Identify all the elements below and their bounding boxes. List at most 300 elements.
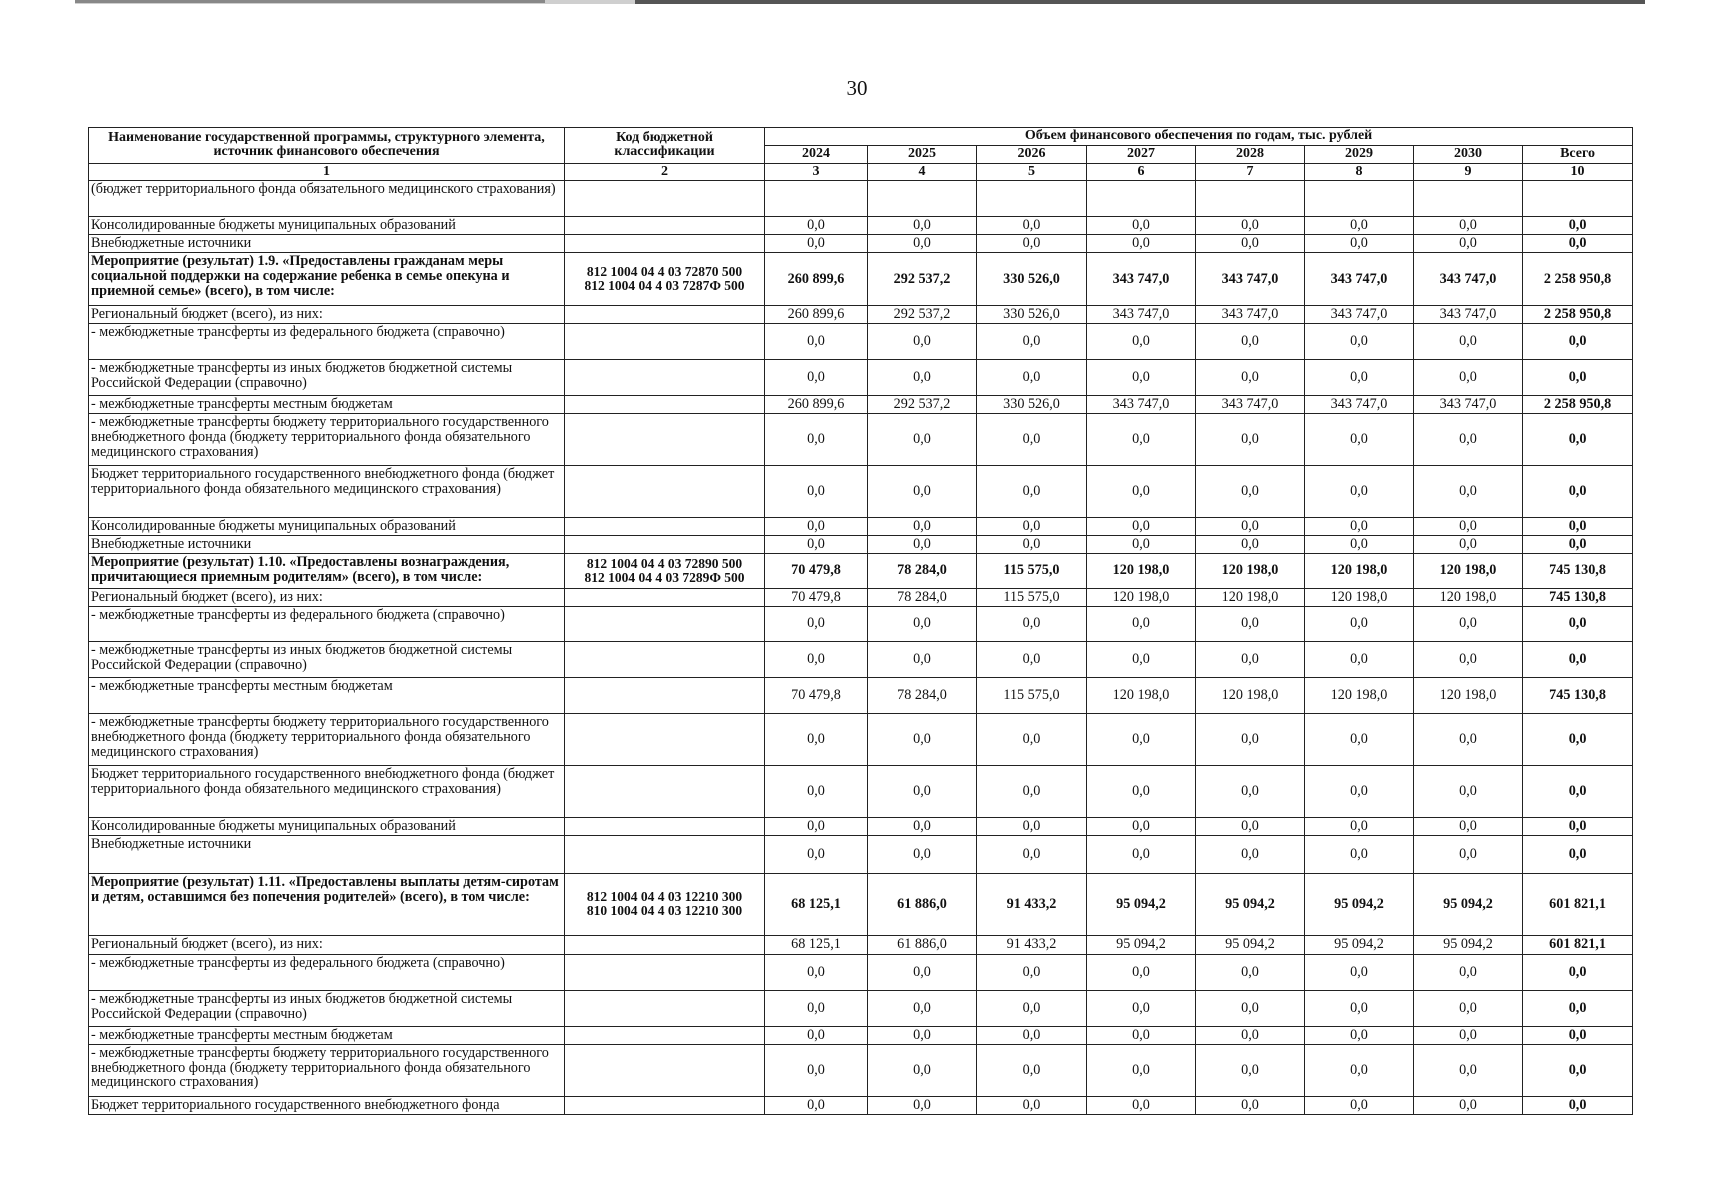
row-value-2024: 0,0 (765, 990, 868, 1026)
row-value-2026: 0,0 (977, 536, 1087, 554)
header-code: Код бюджетной классификации (565, 128, 765, 164)
row-value-2027: 0,0 (1087, 765, 1196, 817)
row-value-2025: 0,0 (868, 713, 977, 765)
row-value-2027: 120 198,0 (1087, 677, 1196, 713)
row-value-2028: 0,0 (1196, 765, 1305, 817)
row-budget-code (565, 217, 765, 235)
row-value-2027: 343 747,0 (1087, 396, 1196, 414)
budget-code-line: 812 1004 04 4 03 7289Ф 500 (584, 569, 745, 585)
row-value-2027: 120 198,0 (1087, 553, 1196, 588)
row-value-2030: 0,0 (1414, 835, 1523, 873)
row-value-2025: 78 284,0 (868, 677, 977, 713)
table-row (89, 817, 1633, 835)
row-value-2028: 0,0 (1196, 536, 1305, 554)
row-value-2025: 61 886,0 (868, 935, 977, 954)
row-budget-code (565, 536, 765, 554)
row-value-2029: 343 747,0 (1305, 306, 1414, 324)
row-value-2029: 0,0 (1305, 235, 1414, 253)
row-name: - межбюджетные трансферты бюджету территориального государственного внебюджетного фонда (бюджету территориального фонда обязательного медицинского страхования) (89, 713, 565, 765)
header-year: 2029 (1305, 146, 1414, 164)
row-total: 0,0 (1523, 466, 1633, 518)
row-value-2028: 95 094,2 (1196, 873, 1305, 935)
row-value-2027: 120 198,0 (1087, 588, 1196, 606)
row-budget-code (565, 518, 765, 536)
row-value-2024: 0,0 (765, 641, 868, 677)
row-value-2024: 0,0 (765, 1096, 868, 1114)
row-name: - межбюджетные трансферты бюджету территориального государственного внебюджетного фонда (бюджету территориального фонда обязательного медицинского страхования) (89, 1044, 565, 1096)
row-value-2026: 0,0 (977, 765, 1087, 817)
row-value-2025: 0,0 (868, 1096, 977, 1114)
row-name: Бюджет территориального государственного внебюджетного фонда (бюджет территориального фонда обязательного медицинского страхования) (89, 765, 565, 817)
row-value-2024: 0,0 (765, 518, 868, 536)
row-value-2025: 0,0 (868, 360, 977, 396)
row-name: (бюджет территориального фонда обязательного медицинского страхования) (89, 181, 565, 217)
table-row (89, 935, 1633, 954)
row-name: - межбюджетные трансферты местным бюджетам (89, 396, 565, 414)
row-total (1523, 181, 1633, 217)
row-value-2029: 120 198,0 (1305, 553, 1414, 588)
row-value-2030: 0,0 (1414, 1026, 1523, 1044)
row-value-2030: 0,0 (1414, 414, 1523, 466)
row-name: Внебюджетные источники (89, 235, 565, 253)
row-value-2026: 115 575,0 (977, 553, 1087, 588)
row-value-2030 (1414, 181, 1523, 217)
row-value-2025: 0,0 (868, 1044, 977, 1096)
row-value-2024: 0,0 (765, 536, 868, 554)
row-value-2029: 120 198,0 (1305, 588, 1414, 606)
row-value-2030: 0,0 (1414, 518, 1523, 536)
header-year: Всего (1523, 146, 1633, 164)
row-value-2025: 0,0 (868, 518, 977, 536)
row-name: Региональный бюджет (всего), из них: (89, 935, 565, 954)
row-value-2026: 0,0 (977, 713, 1087, 765)
row-total: 0,0 (1523, 1044, 1633, 1096)
row-total: 0,0 (1523, 606, 1633, 641)
row-name: Мероприятие (результат) 1.9. «Предоставлены гражданам меры социальной поддержки на содержание ребенка в семье опекуна и приемной семье» (всего), в том числе: (89, 253, 565, 306)
row-budget-code (565, 1044, 765, 1096)
row-value-2026: 0,0 (977, 641, 1087, 677)
row-value-2029: 0,0 (1305, 835, 1414, 873)
row-value-2028: 0,0 (1196, 713, 1305, 765)
header-name: Наименование государственной программы, структурного элемента, источник финансового обеспечения (89, 128, 565, 164)
row-value-2029: 95 094,2 (1305, 873, 1414, 935)
row-value-2029 (1305, 181, 1414, 217)
header-year: 2028 (1196, 146, 1305, 164)
row-value-2028: 0,0 (1196, 606, 1305, 641)
budget-code-line: 812 1004 04 4 03 7287Ф 500 (584, 278, 745, 294)
row-value-2025: 0,0 (868, 835, 977, 873)
row-value-2028: 0,0 (1196, 835, 1305, 873)
row-value-2024 (765, 181, 868, 217)
activity-row (89, 553, 1633, 588)
table-row (89, 990, 1633, 1026)
header-year: 2025 (868, 146, 977, 164)
row-budget-code (565, 324, 765, 360)
row-value-2025: 292 537,2 (868, 396, 977, 414)
header-column-number: 3 (765, 163, 868, 181)
row-total: 601 821,1 (1523, 935, 1633, 954)
row-value-2028: 0,0 (1196, 466, 1305, 518)
row-value-2026: 0,0 (977, 954, 1087, 990)
row-value-2027: 0,0 (1087, 835, 1196, 873)
table-row (89, 588, 1633, 606)
row-value-2028: 0,0 (1196, 360, 1305, 396)
row-value-2028: 0,0 (1196, 324, 1305, 360)
row-total: 0,0 (1523, 765, 1633, 817)
row-budget-code (565, 414, 765, 466)
row-value-2029: 0,0 (1305, 536, 1414, 554)
row-value-2029: 0,0 (1305, 954, 1414, 990)
row-value-2026: 330 526,0 (977, 306, 1087, 324)
row-value-2025: 0,0 (868, 466, 977, 518)
row-budget-code (565, 235, 765, 253)
row-value-2024: 260 899,6 (765, 253, 868, 306)
row-value-2029: 0,0 (1305, 466, 1414, 518)
row-budget-code (565, 1026, 765, 1044)
row-value-2024: 0,0 (765, 606, 868, 641)
row-value-2025: 0,0 (868, 324, 977, 360)
row-value-2026: 91 433,2 (977, 873, 1087, 935)
row-total: 0,0 (1523, 954, 1633, 990)
row-total: 0,0 (1523, 641, 1633, 677)
row-value-2026: 0,0 (977, 990, 1087, 1026)
row-value-2027: 0,0 (1087, 641, 1196, 677)
row-value-2027: 0,0 (1087, 1096, 1196, 1114)
row-value-2027: 95 094,2 (1087, 873, 1196, 935)
row-value-2027: 0,0 (1087, 1026, 1196, 1044)
table-row (89, 536, 1633, 554)
row-value-2030: 120 198,0 (1414, 677, 1523, 713)
row-total: 601 821,1 (1523, 873, 1633, 935)
row-value-2028: 0,0 (1196, 817, 1305, 835)
row-budget-code (565, 588, 765, 606)
row-name: - межбюджетные трансферты из федерального бюджета (справочно) (89, 606, 565, 641)
row-value-2026: 330 526,0 (977, 396, 1087, 414)
row-value-2029: 95 094,2 (1305, 935, 1414, 954)
row-value-2024: 260 899,6 (765, 396, 868, 414)
row-value-2024: 0,0 (765, 235, 868, 253)
table-row (89, 606, 1633, 641)
table-row (89, 641, 1633, 677)
row-value-2024: 0,0 (765, 954, 868, 990)
row-value-2024: 0,0 (765, 765, 868, 817)
budget-code-line: 810 1004 04 4 03 12210 300 (586, 903, 743, 919)
row-value-2026: 0,0 (977, 414, 1087, 466)
row-value-2024: 0,0 (765, 414, 868, 466)
table-row (89, 954, 1633, 990)
row-name: Бюджет территориального государственного внебюджетного фонда (89, 1096, 565, 1114)
row-name: - межбюджетные трансферты из иных бюджетов бюджетной системы Российской Федерации (справочно) (89, 990, 565, 1026)
row-value-2027 (1087, 181, 1196, 217)
row-name: - межбюджетные трансферты из федерального бюджета (справочно) (89, 324, 565, 360)
row-value-2025: 0,0 (868, 641, 977, 677)
row-total: 0,0 (1523, 990, 1633, 1026)
row-name: - межбюджетные трансферты из иных бюджетов бюджетной системы Российской Федерации (справочно) (89, 641, 565, 677)
row-name: Консолидированные бюджеты муниципальных образований (89, 217, 565, 235)
row-value-2028: 0,0 (1196, 1096, 1305, 1114)
row-name: Мероприятие (результат) 1.10. «Предоставлены вознаграждения, причитающиеся приемным родителям» (всего), в том числе: (89, 553, 565, 588)
row-value-2026: 0,0 (977, 466, 1087, 518)
row-value-2027: 0,0 (1087, 817, 1196, 835)
row-value-2025: 0,0 (868, 954, 977, 990)
row-value-2025: 0,0 (868, 217, 977, 235)
row-value-2028: 120 198,0 (1196, 677, 1305, 713)
row-value-2029: 0,0 (1305, 518, 1414, 536)
row-value-2025: 0,0 (868, 606, 977, 641)
row-total: 0,0 (1523, 817, 1633, 835)
row-value-2027: 0,0 (1087, 235, 1196, 253)
header-column-number: 9 (1414, 163, 1523, 181)
row-value-2028: 95 094,2 (1196, 935, 1305, 954)
table-row (89, 396, 1633, 414)
row-value-2027: 0,0 (1087, 518, 1196, 536)
activity-row (89, 873, 1633, 935)
row-budget-code (565, 1096, 765, 1114)
row-value-2029: 0,0 (1305, 641, 1414, 677)
row-value-2027: 0,0 (1087, 414, 1196, 466)
row-budget-code (565, 713, 765, 765)
header-year: 2024 (765, 146, 868, 164)
row-value-2029: 120 198,0 (1305, 677, 1414, 713)
table-row (89, 235, 1633, 253)
row-value-2027: 0,0 (1087, 1044, 1196, 1096)
row-budget-code (565, 765, 765, 817)
row-value-2027: 0,0 (1087, 466, 1196, 518)
row-value-2030: 0,0 (1414, 817, 1523, 835)
page-number: 30 (846, 76, 868, 100)
row-value-2029: 343 747,0 (1305, 253, 1414, 306)
row-value-2024: 260 899,6 (765, 306, 868, 324)
table-row (89, 1096, 1633, 1114)
row-value-2026: 0,0 (977, 324, 1087, 360)
row-budget-code (565, 935, 765, 954)
row-value-2030: 0,0 (1414, 217, 1523, 235)
row-value-2025: 78 284,0 (868, 588, 977, 606)
row-value-2029: 0,0 (1305, 990, 1414, 1026)
row-value-2025 (868, 181, 977, 217)
budget-code-line: 812 1004 04 4 03 72870 500 (586, 264, 743, 280)
row-value-2030: 0,0 (1414, 765, 1523, 817)
table-row (89, 324, 1633, 360)
row-value-2030: 0,0 (1414, 1044, 1523, 1096)
row-value-2025: 0,0 (868, 765, 977, 817)
row-value-2026: 0,0 (977, 606, 1087, 641)
row-name: - межбюджетные трансферты местным бюджетам (89, 1026, 565, 1044)
row-value-2027: 0,0 (1087, 536, 1196, 554)
row-value-2025: 0,0 (868, 990, 977, 1026)
row-value-2029: 0,0 (1305, 1044, 1414, 1096)
row-budget-code (565, 954, 765, 990)
row-value-2027: 343 747,0 (1087, 253, 1196, 306)
row-value-2024: 0,0 (765, 466, 868, 518)
row-total: 745 130,8 (1523, 588, 1633, 606)
row-budget-code (565, 677, 765, 713)
row-value-2024: 70 479,8 (765, 588, 868, 606)
header-column-number: 1 (89, 163, 565, 181)
table-row (89, 306, 1633, 324)
row-value-2024: 0,0 (765, 713, 868, 765)
row-value-2026: 0,0 (977, 1044, 1087, 1096)
row-value-2030: 0,0 (1414, 466, 1523, 518)
row-total: 745 130,8 (1523, 553, 1633, 588)
table-row (89, 835, 1633, 873)
table-row (89, 466, 1633, 518)
row-value-2024: 0,0 (765, 324, 868, 360)
row-value-2024: 70 479,8 (765, 553, 868, 588)
header-year: 2026 (977, 146, 1087, 164)
row-total: 0,0 (1523, 360, 1633, 396)
row-value-2030: 0,0 (1414, 990, 1523, 1026)
row-value-2025: 292 537,2 (868, 253, 977, 306)
row-budget-code (565, 253, 765, 306)
row-value-2025: 78 284,0 (868, 553, 977, 588)
row-total: 0,0 (1523, 1026, 1633, 1044)
row-value-2028: 120 198,0 (1196, 588, 1305, 606)
row-value-2026 (977, 181, 1087, 217)
row-value-2028: 0,0 (1196, 235, 1305, 253)
row-value-2030: 0,0 (1414, 324, 1523, 360)
budget-table (88, 127, 1633, 1115)
header-column-number: 2 (565, 163, 765, 181)
table-row (89, 518, 1633, 536)
table-row (89, 713, 1633, 765)
row-value-2030: 0,0 (1414, 954, 1523, 990)
row-name: Бюджет территориального государственного внебюджетного фонда (бюджет территориального фонда обязательного медицинского страхования) (89, 466, 565, 518)
row-total: 0,0 (1523, 518, 1633, 536)
row-budget-code (565, 553, 765, 588)
row-value-2030: 0,0 (1414, 536, 1523, 554)
row-value-2025: 0,0 (868, 1026, 977, 1044)
row-name: - межбюджетные трансферты местным бюджетам (89, 677, 565, 713)
row-value-2030: 0,0 (1414, 1096, 1523, 1114)
header-volume: Объем финансового обеспечения по годам, тыс. рублей (765, 128, 1633, 146)
header-column-number: 8 (1305, 163, 1414, 181)
header-column-number: 4 (868, 163, 977, 181)
row-budget-code (565, 306, 765, 324)
row-value-2025: 0,0 (868, 817, 977, 835)
row-value-2026: 0,0 (977, 235, 1087, 253)
row-value-2024: 0,0 (765, 817, 868, 835)
row-name: - межбюджетные трансферты из федерального бюджета (справочно) (89, 954, 565, 990)
row-value-2026: 0,0 (977, 1096, 1087, 1114)
row-value-2027: 0,0 (1087, 954, 1196, 990)
row-value-2027: 0,0 (1087, 217, 1196, 235)
row-value-2028: 120 198,0 (1196, 553, 1305, 588)
row-value-2024: 0,0 (765, 1026, 868, 1044)
row-value-2029: 0,0 (1305, 414, 1414, 466)
row-value-2026: 0,0 (977, 518, 1087, 536)
row-budget-code (565, 181, 765, 217)
scan-top-edge (75, 0, 1640, 4)
row-name: Региональный бюджет (всего), из них: (89, 306, 565, 324)
table-row (89, 360, 1633, 396)
row-value-2026: 91 433,2 (977, 935, 1087, 954)
row-value-2026: 330 526,0 (977, 253, 1087, 306)
row-budget-code (565, 990, 765, 1026)
row-value-2030: 95 094,2 (1414, 935, 1523, 954)
row-value-2030: 120 198,0 (1414, 588, 1523, 606)
row-value-2024: 70 479,8 (765, 677, 868, 713)
row-budget-code (565, 835, 765, 873)
header-column-number: 7 (1196, 163, 1305, 181)
row-name: Мероприятие (результат) 1.11. «Предоставлены выплаты детям-сиротам и детям, оставшимся без попечения родителей» (всего), в том числе: (89, 873, 565, 935)
row-name: Внебюджетные источники (89, 536, 565, 554)
table-row (89, 677, 1633, 713)
row-budget-code (565, 873, 765, 935)
header-column-number: 10 (1523, 163, 1633, 181)
row-value-2030: 95 094,2 (1414, 873, 1523, 935)
header-year: 2030 (1414, 146, 1523, 164)
row-budget-code (565, 641, 765, 677)
row-value-2025: 0,0 (868, 235, 977, 253)
row-value-2028: 0,0 (1196, 518, 1305, 536)
activity-row (89, 253, 1633, 306)
row-value-2026: 0,0 (977, 217, 1087, 235)
table-row (89, 765, 1633, 817)
table-row (89, 217, 1633, 235)
row-value-2030: 0,0 (1414, 713, 1523, 765)
row-total: 2 258 950,8 (1523, 306, 1633, 324)
row-value-2024: 0,0 (765, 360, 868, 396)
row-value-2025: 292 537,2 (868, 306, 977, 324)
row-budget-code (565, 817, 765, 835)
row-total: 2 258 950,8 (1523, 253, 1633, 306)
row-budget-code (565, 606, 765, 641)
row-total: 0,0 (1523, 835, 1633, 873)
row-name: Региональный бюджет (всего), из них: (89, 588, 565, 606)
row-value-2027: 95 094,2 (1087, 935, 1196, 954)
row-value-2028: 0,0 (1196, 1026, 1305, 1044)
row-value-2030: 0,0 (1414, 360, 1523, 396)
row-value-2028: 343 747,0 (1196, 396, 1305, 414)
row-value-2025: 0,0 (868, 536, 977, 554)
row-name: - межбюджетные трансферты бюджету территориального государственного внебюджетного фонда (бюджету территориального фонда обязательного медицинского страхования) (89, 414, 565, 466)
row-value-2028: 0,0 (1196, 1044, 1305, 1096)
row-budget-code (565, 466, 765, 518)
row-value-2030: 343 747,0 (1414, 396, 1523, 414)
row-value-2028 (1196, 181, 1305, 217)
row-value-2026: 0,0 (977, 835, 1087, 873)
row-value-2024: 0,0 (765, 1044, 868, 1096)
row-total: 0,0 (1523, 217, 1633, 235)
header-column-number: 6 (1087, 163, 1196, 181)
row-value-2027: 0,0 (1087, 990, 1196, 1026)
row-value-2028: 0,0 (1196, 217, 1305, 235)
row-value-2030: 343 747,0 (1414, 253, 1523, 306)
row-value-2026: 115 575,0 (977, 588, 1087, 606)
row-value-2029: 0,0 (1305, 1096, 1414, 1114)
row-total: 745 130,8 (1523, 677, 1633, 713)
row-value-2030: 0,0 (1414, 235, 1523, 253)
row-value-2026: 0,0 (977, 1026, 1087, 1044)
row-value-2028: 343 747,0 (1196, 253, 1305, 306)
row-name: Внебюджетные источники (89, 835, 565, 873)
row-value-2025: 61 886,0 (868, 873, 977, 935)
row-value-2026: 0,0 (977, 360, 1087, 396)
row-value-2030: 343 747,0 (1414, 306, 1523, 324)
table-row (89, 414, 1633, 466)
row-value-2029: 0,0 (1305, 713, 1414, 765)
row-value-2029: 343 747,0 (1305, 396, 1414, 414)
header-year: 2027 (1087, 146, 1196, 164)
row-budget-code (565, 360, 765, 396)
row-value-2029: 0,0 (1305, 1026, 1414, 1044)
row-value-2030: 0,0 (1414, 606, 1523, 641)
row-name: Консолидированные бюджеты муниципальных образований (89, 518, 565, 536)
row-value-2029: 0,0 (1305, 606, 1414, 641)
row-value-2027: 0,0 (1087, 713, 1196, 765)
row-total: 0,0 (1523, 713, 1633, 765)
